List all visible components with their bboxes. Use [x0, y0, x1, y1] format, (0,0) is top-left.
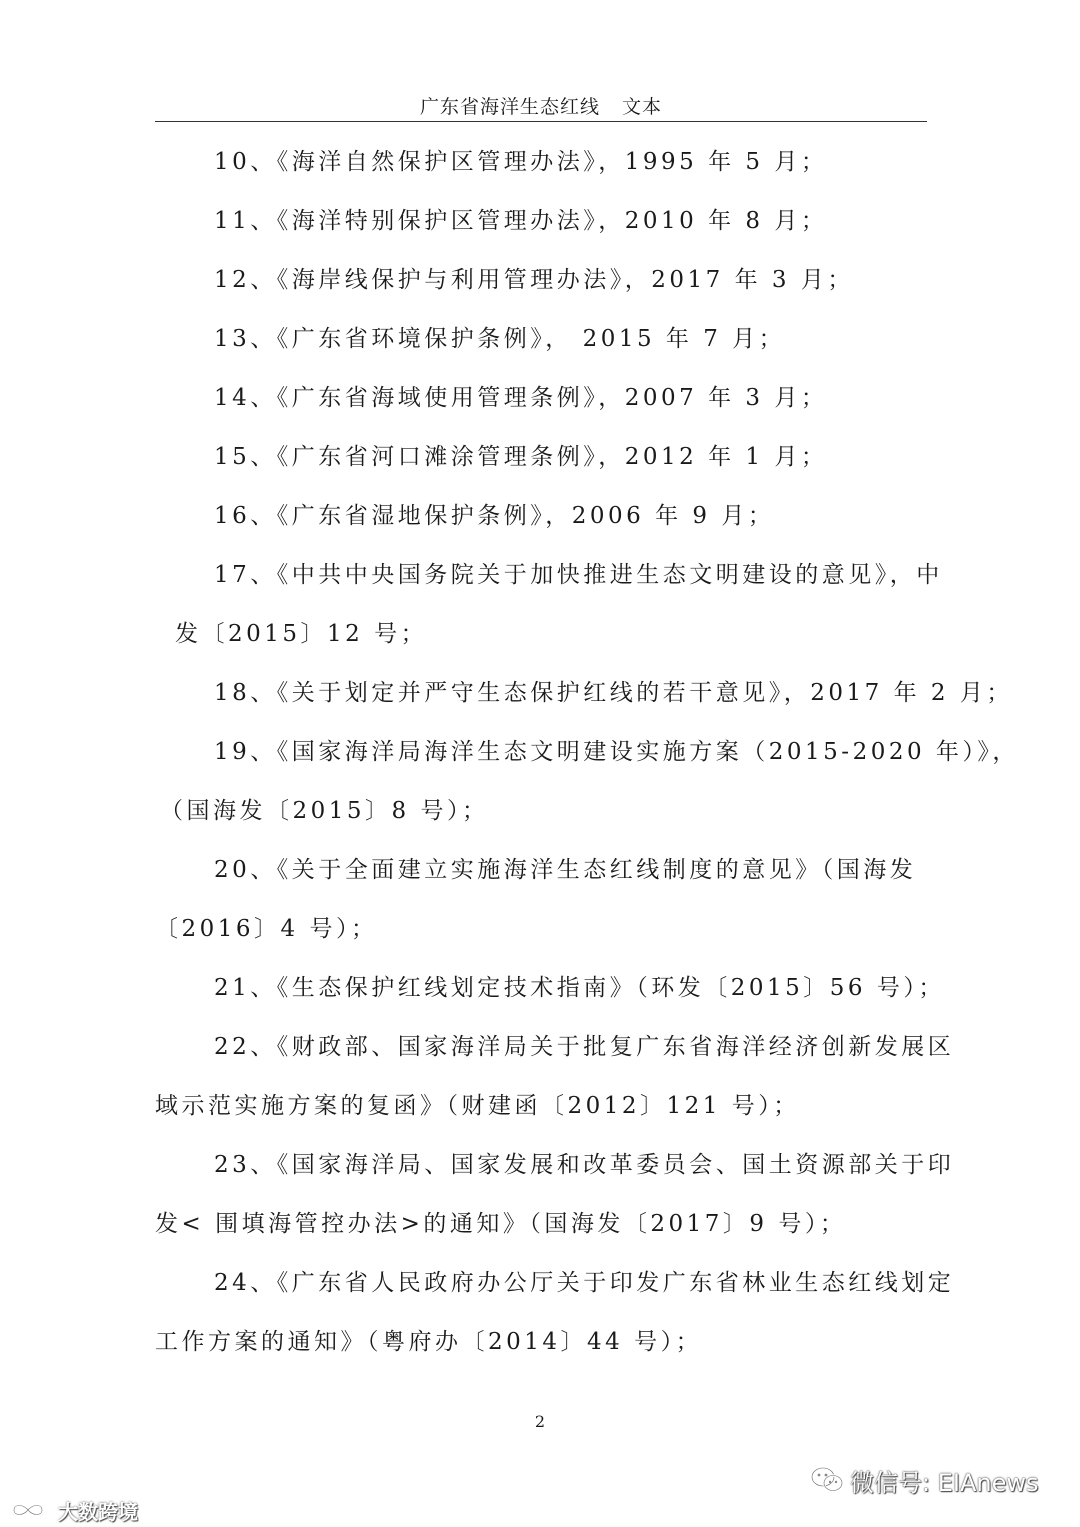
- reference-item-22: 22、《财政部、国家海洋局关于批复广东省海洋经济创新发展区: [214, 1034, 955, 1060]
- reference-item-20-cont: 〔2016〕4 号）；: [155, 916, 378, 942]
- header-subtitle: 文本: [622, 96, 663, 118]
- reference-item-12: 12、《海岸线保护与利用管理办法》，2017 年 3 月；: [214, 267, 854, 293]
- reference-item-17: 17、《中共中央国务院关于加快推进生态文明建设的意见》，中: [214, 562, 943, 588]
- reference-item-17-cont: 发〔2015〕12 号；: [175, 621, 428, 647]
- reference-item-13: 13、《广东省环境保护条例》， 2015 年 7 月；: [214, 326, 786, 352]
- reference-item-14: 14、《广东省海域使用管理条例》，2007 年 3 月；: [214, 385, 828, 411]
- reference-item-15: 15、《广东省河口滩涂管理条例》，2012 年 1 月；: [214, 444, 828, 470]
- reference-item-20: 20、《关于全面建立实施海洋生态红线制度的意见》（国海发: [214, 857, 917, 883]
- wechat-watermark-text: 微信号: EIAnews: [850, 1468, 1039, 1497]
- reference-item-19: 19、《国家海洋局海洋生态文明建设实施方案（2015-2020 年）》，: [214, 739, 1019, 765]
- reference-item-21: 21、《生态保护红线划定技术指南》（环发〔2015〕56 号）；: [214, 975, 945, 1001]
- reference-item-18: 18、《关于划定并严守生态保护红线的若干意见》，2017 年 2 月；: [214, 680, 1013, 706]
- reference-item-11: 11、《海洋特别保护区管理办法》，2010 年 8 月；: [214, 208, 828, 234]
- page-number: 2: [534, 1412, 546, 1431]
- site-watermark-text: 大数跨境: [58, 1499, 138, 1524]
- reference-item-16: 16、《广东省湿地保护条例》，2006 年 9 月；: [214, 503, 775, 529]
- wechat-watermark: [810, 1460, 1038, 1500]
- reference-item-24: 24、《广东省人民政府办公厅关于印发广东省林业生态红线划定: [214, 1270, 955, 1296]
- infinity-logo-icon: [8, 1499, 54, 1521]
- reference-item-19-cont: （国海发〔2015〕8 号）；: [160, 798, 489, 824]
- header-rule: [155, 121, 927, 122]
- wechat-icon: [810, 1466, 844, 1494]
- reference-item-23: 23、《国家海洋局、国家发展和改革委员会、国土资源部关于印: [214, 1152, 955, 1178]
- page-header: [155, 92, 927, 120]
- reference-item-10: 10、《海洋自然保护区管理办法》，1995 年 5 月；: [214, 149, 828, 175]
- reference-item-24-cont: 工作方案的通知》（粤府办〔2014〕44 号）；: [155, 1329, 703, 1355]
- site-watermark: [8, 1496, 138, 1524]
- header-title: 广东省海洋生态红线: [419, 96, 600, 118]
- reference-item-22-cont: 域示范实施方案的复函》（财建函〔2012〕121 号）；: [155, 1093, 800, 1119]
- reference-item-23-cont: 发< 围填海管控办法>的通知》（国海发〔2017〕9 号）；: [155, 1211, 847, 1237]
